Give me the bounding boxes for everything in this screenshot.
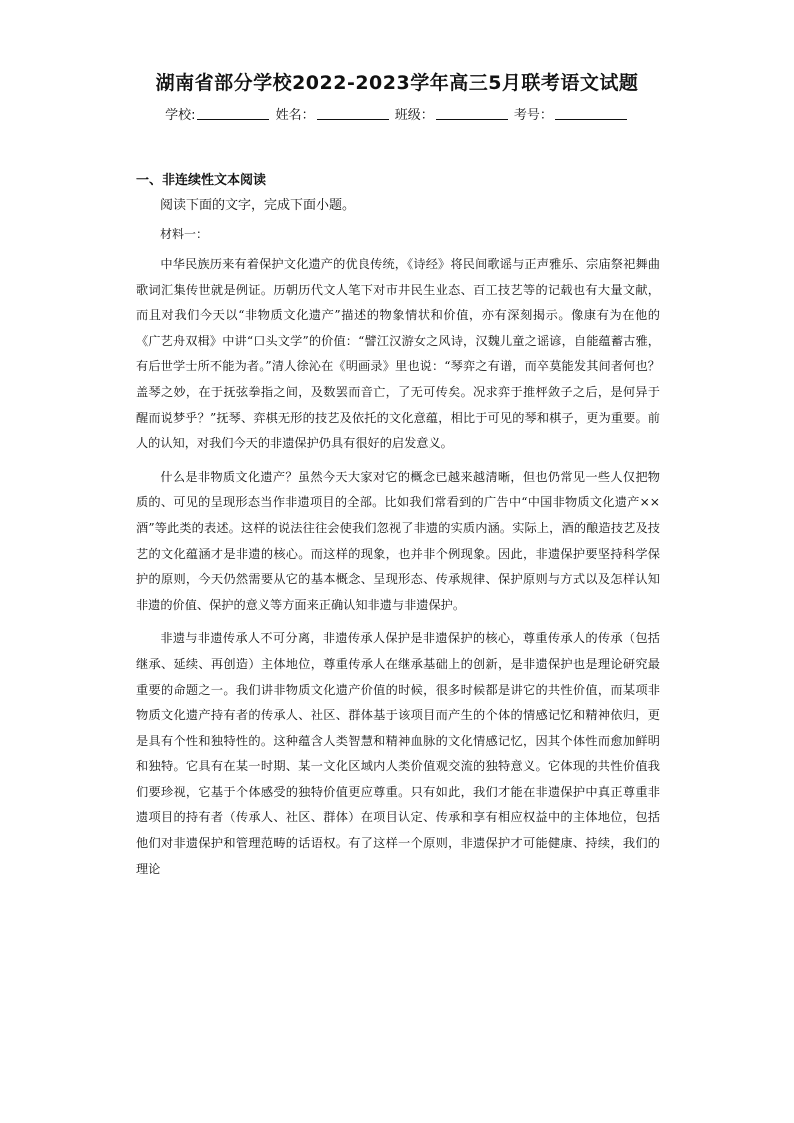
instruction-text: 阅读下面的文字，完成下面小题。 — [160, 198, 356, 213]
material-body — [136, 252, 660, 890]
name-blank[interactable] — [317, 107, 389, 120]
material-label: 材料一： — [160, 227, 209, 241]
paragraph: 中华民族历来有着保护文化遗产的优良传统，《诗经》将民间歌谣与正声雅乐、宗庙祭祀舞曲歌词汇集传世就是例证。历朝历代文人笔下对市井民生业态、百工技艺等的记载也有大量文献，而且对我们今天以“非物质文化遗产”描述的物象情状和价值，亦有深刻揭示。像康有为在他的《广艺舟双楫》中讲“口头文学”的价值：“譬江汉游女之风诗，汉魏儿童之谣谚，自能蕴蓄古雅，有后世学士所不能为者。”清人徐沁在《明画录》里也说：“琴弈之有谱，而卒莫能发其间者何也？盖琴之妙，在于抚弦拳指之间，及数罢而音亡，了无可传矣。况求弈于推枰敛子之后，是何异于醒而说梦乎？”抚琴、弈棋无形的技艺及依托的文化意蕴，相比于可见的琴和棋子，更为重要。前人的认知，对我们今天的非遗保护仍具有很好的启发意义。 — [136, 257, 660, 451]
section-heading: 一、非连续性文本阅读 — [136, 173, 267, 188]
exam-number-label: 考号： — [513, 108, 553, 123]
name-label: 姓名： — [275, 108, 315, 123]
paragraph: 什么是非物质文化遗产？虽然今天大家对它的概念已越来越清晰，但也仍常见一些人仅把物质的、可见的呈现形态当作非遗项目的全部。比如我们常看到的广告中“中国非物质文化遗产××酒”等此类的表述。这样的说法往往会使我们忽视了非遗的实质内涵。实际上，酒的酿造技艺及技艺的文化蕴涵才是非遗的核心。而这样的现象，也并非个例现象。因此，非遗保护要坚持科学保护的原则，今天仍然需要从它的基本概念、呈现形态、传承规律、保护原则与方式以及怎样认知非遗的价值、保护的意义等方面来正确认知非遗与非遗保护。 — [136, 469, 660, 612]
student-info-line — [0, 104, 794, 123]
paragraph: 非遗与非遗传承人不可分离，非遗传承人保护是非遗保护的核心，尊重传承人的传承（包括继承、延续、再创造）主体地位，尊重传承人在继承基础上的创新，是非遗保护也是理论研究最重要的命题之一。我们讲非物质文化遗产价值的时候，很多时候都是讲它的共性价值，而某项非物质文化遗产持有者的传承人、社区、群体基于该项目而产生的个体的情感记忆和精神依归，更是具有个性和独特性的。这种蕴含人类智慧和精神血脉的文化情感记忆，因其个体性而愈加鲜明和独特。它具有在某一时期、某一文化区域内人类价值观交流的独特意义。它体现的共性价值我们要珍视，它基于个体感受的独特价值更应尊重。只有如此，我们才能在非遗保护中真正尊重非遗项目的持有者（传承人、社区、群体）在项目认定、传承和享有相应权益中的主体地位，包括他们对非遗保护和管理范畴的话语权。有了这样一个原则，非遗保护才可能健康、持续，我们的理论 — [136, 631, 660, 876]
school-blank[interactable] — [197, 107, 269, 120]
class-blank[interactable] — [436, 107, 508, 120]
exam-number-blank[interactable] — [555, 107, 627, 120]
school-label: 学校: — [165, 108, 196, 123]
class-label: 班级： — [394, 108, 434, 123]
page-title: 湖南省部分学校2022-2023学年高三5月联考语文试题 — [155, 72, 639, 94]
